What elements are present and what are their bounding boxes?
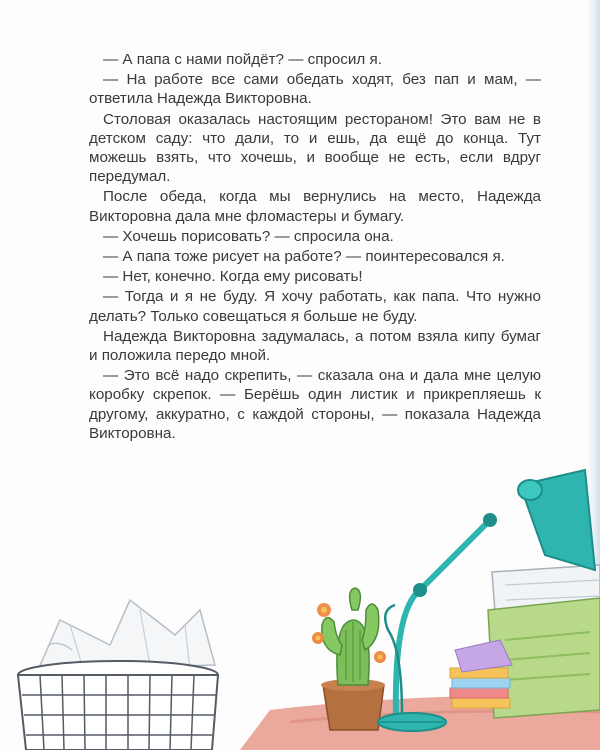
- paragraph: — Это всё надо скрепить, — сказала она и дала мне целую коробку скрепок. — Берёшь один листик и прикрепляешь к другому, аккуратно, с каждой стороны, — показала Надежда Викторовна.: [89, 367, 541, 442]
- paragraph: Столовая оказалась настоящим рестораном! Это вам не в детском саду: что дали, то и ешь, да ещё до конца. Тут можешь взять, что хочешь, и вообще не есть, если вдруг передумал.: [89, 110, 541, 186]
- paragraph: — Тогда и я не буду. Я хочу работать, как папа. Что нужно делать? Только совещаться я больше не буду.: [89, 288, 541, 325]
- paragraph: После обеда, когда мы вернулись на место, Надежда Викторовна дала мне фломастеры и бумагу.: [89, 188, 541, 225]
- paragraph: — Хочешь порисовать? — спросила она.: [103, 227, 394, 245]
- paragraph: — А папа тоже рисует на работе? — поинтересовался я.: [103, 248, 505, 266]
- sticky-notes-icon: [450, 640, 512, 708]
- paragraph: — Нет, конечно. Когда ему рисовать!: [103, 268, 363, 286]
- paragraph: — На работе все сами обедать ходят, без пап и мам, — ответила Надежда Викторовна.: [89, 71, 541, 108]
- story-text: [89, 50, 541, 443]
- paragraph: Надежда Викторовна задумалась, а потом взяла кипу бумаг и положила передо мной.: [89, 327, 541, 365]
- paragraph: — А папа с нами пойдёт? — спросил я.: [103, 51, 382, 68]
- paper-basket-icon: [18, 600, 218, 750]
- office-desk-illustration: [0, 460, 600, 750]
